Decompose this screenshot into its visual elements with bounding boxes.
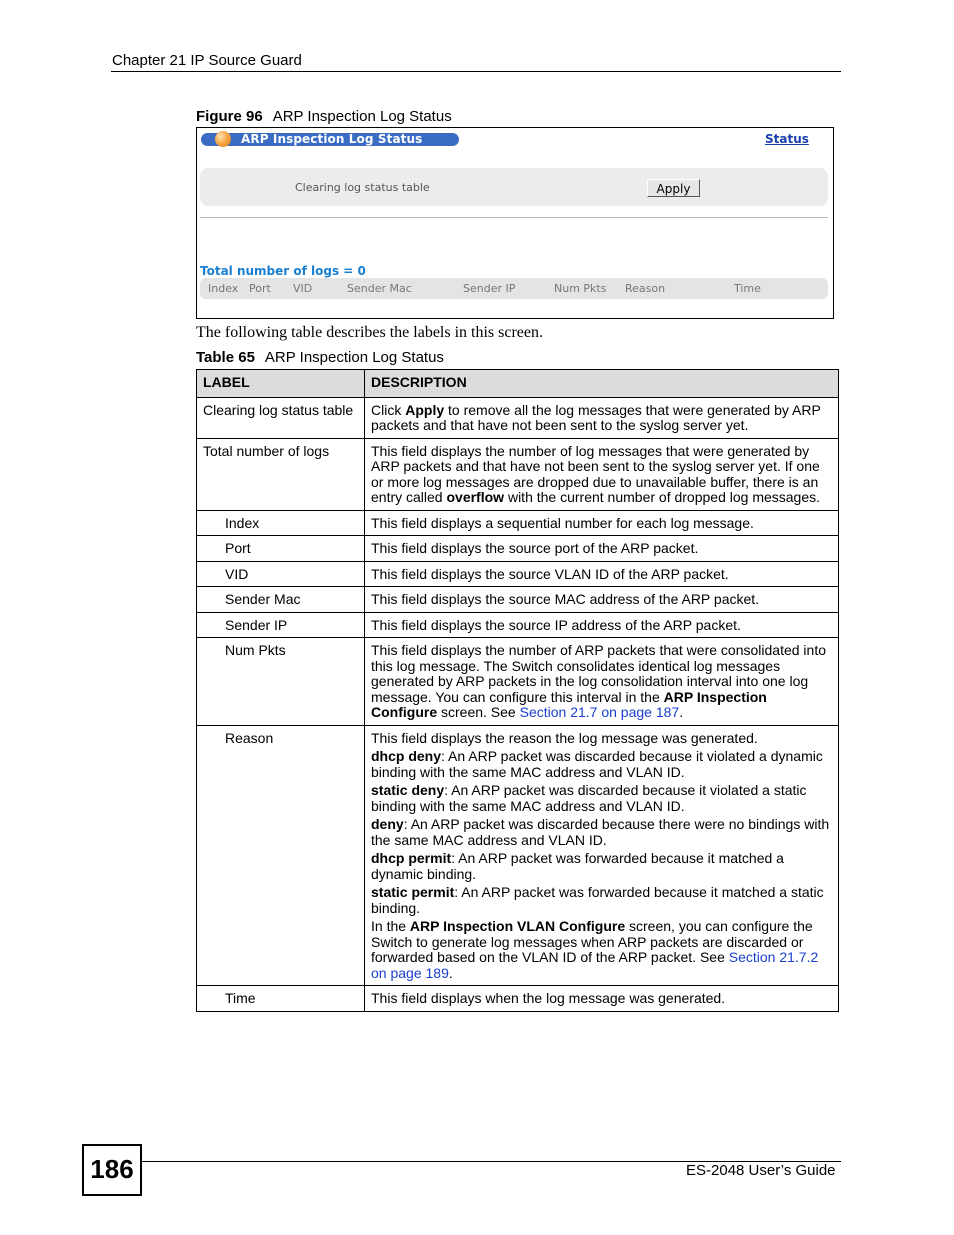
- text: : An ARP packet was discarded because it violated a static binding with the same MAC address and VLAN ID.: [371, 782, 807, 814]
- table-row: [197, 397, 839, 438]
- section-link[interactable]: Section 21.7.2 on page 189: [371, 949, 819, 981]
- reason-item: [371, 885, 832, 916]
- figure-title: ARP Inspection Log Status: [272, 108, 452, 125]
- clear-log-label: Clearing log status table: [295, 181, 430, 194]
- row-description: This field displays a sequential number for each log message.: [365, 510, 839, 536]
- header-divider: [111, 71, 841, 72]
- table-row: [197, 612, 839, 638]
- page-number: 186: [90, 1154, 134, 1184]
- text: screen, you can configure the Switch to generate log messages when ARP packets are discarded or forwarded based on the VLAN ID of the ARP packet. See: [371, 918, 813, 965]
- col-time: Time: [734, 282, 761, 295]
- bold-term: static permit: [371, 884, 455, 900]
- bold-term: Apply: [405, 401, 445, 418]
- row-label: Reason: [197, 725, 365, 986]
- table-caption: [196, 349, 444, 366]
- text: : An ARP packet was forwarded because it matched a dynamic binding.: [371, 850, 784, 882]
- reason-item: [371, 783, 832, 814]
- table-row: [197, 438, 839, 510]
- bold-term: ARP Inspection VLAN Configure: [409, 918, 626, 934]
- text: Click: [371, 401, 406, 418]
- screenshot-panel: [196, 127, 834, 319]
- reason-item: [371, 817, 832, 848]
- table-row: [197, 510, 839, 536]
- text: to remove all the log messages that were generated by ARP packets and that have not been sent to the syslog server yet.: [371, 401, 821, 433]
- description-table: [196, 369, 839, 1012]
- row-label: Port: [197, 536, 365, 562]
- text: This field displays the number of ARP packets that were consolidated into this log message. The Switch consolidates identical log messages generated by ARP packets in the log consolidation interval into one log message. You can configure this interval in the: [371, 642, 826, 705]
- text: : An ARP packet was discarded because it violated a dynamic binding with the same MAC address and VLAN ID.: [371, 748, 823, 780]
- section-link[interactable]: Section 21.7 on page 187: [519, 704, 680, 720]
- label-header: LABEL: [197, 370, 365, 398]
- text: with the current number of dropped log messages.: [504, 489, 821, 505]
- guide-title: ES-2048 User’s Guide: [686, 1162, 836, 1179]
- row-description: [365, 438, 839, 510]
- intro-paragraph: The following table describes the labels in this screen.: [196, 324, 544, 341]
- table-label: Table 65: [196, 349, 255, 366]
- reason-intro: This field displays the reason the log message was generated.: [371, 729, 758, 746]
- table-row: [197, 561, 839, 587]
- status-link[interactable]: Status: [765, 132, 809, 146]
- row-description: This field displays the source IP address of the ARP packet.: [365, 612, 839, 638]
- text: screen. See: [437, 704, 520, 720]
- row-label: Sender Mac: [197, 587, 365, 613]
- chapter-header: Chapter 21 IP Source Guard: [112, 52, 302, 69]
- table-row: [197, 536, 839, 562]
- text: This field displays the number of log messages that were generated by ARP packets and that have not been sent to the syslog server yet. If one or more log messages are dropped due to unavailable buffer, there is an entry called: [371, 442, 820, 505]
- bold-term: dhcp deny: [371, 748, 442, 764]
- row-description: This field displays the source VLAN ID of the ARP packet.: [365, 561, 839, 587]
- page-number-box: [82, 1144, 142, 1196]
- row-description: This field displays the source MAC address of the ARP packet.: [365, 587, 839, 613]
- row-description: This field displays when the log message was generated.: [365, 986, 839, 1012]
- col-port: Port: [249, 282, 271, 295]
- total-logs-text: Total number of logs = 0: [200, 264, 366, 278]
- table-header-row: [197, 370, 839, 398]
- text: .: [448, 964, 453, 981]
- panel-divider: [200, 217, 828, 218]
- bold-term: deny: [371, 816, 404, 832]
- table-row: [197, 587, 839, 613]
- row-description: [365, 397, 839, 438]
- text: : An ARP packet was discarded because there were no bindings with the same MAC address and VLAN ID.: [371, 816, 830, 848]
- col-index: Index: [208, 282, 239, 295]
- row-label: Clearing log status table: [197, 397, 365, 438]
- bold-term: overflow: [446, 489, 505, 505]
- panel-title: ARP Inspection Log Status: [241, 132, 423, 146]
- table-row: [197, 986, 839, 1012]
- apply-button[interactable]: Apply: [647, 179, 700, 197]
- row-label: Index: [197, 510, 365, 536]
- table-row: [197, 725, 839, 986]
- bold-term: dhcp permit: [371, 850, 452, 866]
- description-header: DESCRIPTION: [365, 370, 839, 398]
- bold-term: static deny: [371, 782, 445, 798]
- reason-item: [371, 749, 832, 780]
- row-description: [365, 725, 839, 986]
- figure-label: Figure 96: [196, 108, 263, 125]
- text: In the: [371, 918, 410, 934]
- row-label: Num Pkts: [197, 638, 365, 726]
- col-num-pkts: Num Pkts: [554, 282, 607, 295]
- row-label: Time: [197, 986, 365, 1012]
- reason-item: [371, 851, 832, 882]
- col-reason: Reason: [625, 282, 666, 295]
- text: : An ARP packet was forwarded because it matched a static binding.: [371, 884, 824, 916]
- row-label: Total number of logs: [197, 438, 365, 510]
- col-sender-mac: Sender Mac: [347, 282, 412, 295]
- row-label: VID: [197, 561, 365, 587]
- panel-title-bar: [201, 133, 459, 146]
- reason-closing: [371, 919, 832, 981]
- row-description: This field displays the source port of the ARP packet.: [365, 536, 839, 562]
- figure-caption: [196, 108, 452, 125]
- orb-icon: [215, 131, 231, 147]
- row-label: Sender IP: [197, 612, 365, 638]
- col-vid: VID: [293, 282, 313, 295]
- col-sender-ip: Sender IP: [463, 282, 516, 295]
- row-description: [365, 638, 839, 726]
- table-title: ARP Inspection Log Status: [264, 349, 444, 366]
- text: .: [679, 704, 684, 720]
- bold-term: ARP Inspection Configure: [371, 688, 767, 720]
- table-row: [197, 638, 839, 726]
